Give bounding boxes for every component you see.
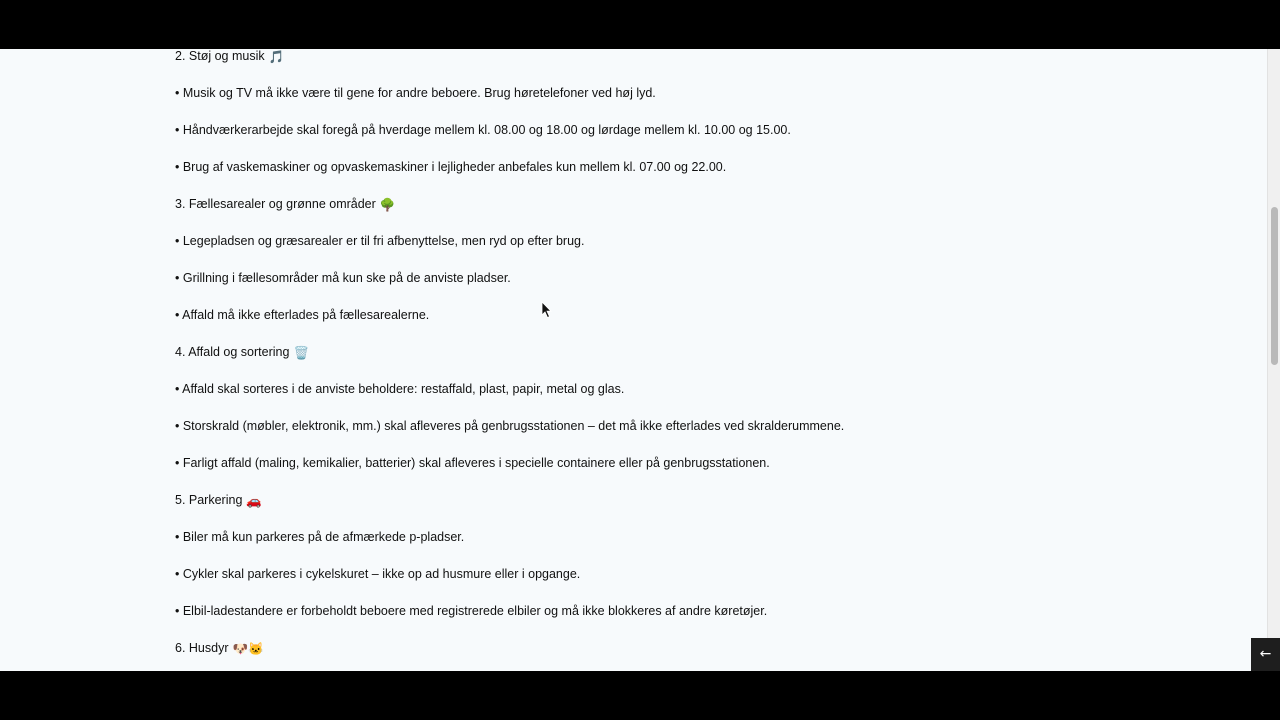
letterbox-top — [0, 0, 1280, 49]
line-text: • Elbil-ladestandere er forbeholdt beboere med registrerede elbiler og må ikke blokkeres af andre køretøjer. — [175, 604, 768, 618]
line-text: 5. Parkering — [175, 493, 243, 507]
line-text: • Biler må kun parkeres på de afmærkede p-pladser. — [175, 530, 465, 544]
line-text: • Legepladsen og græsarealer er til fri afbenyttelse, men ryd op efter brug. — [175, 234, 585, 248]
line-text: • Cykler skal parkeres i cykelskuret – ikke op ad husmure eller i opgange. — [175, 567, 581, 581]
list-item — [175, 567, 580, 581]
line-text: • Affald må ikke efterlades på fællesarealerne. — [175, 308, 430, 322]
car-icon: 🚗 — [246, 494, 262, 508]
letterbox-bottom — [0, 671, 1280, 720]
list-item — [175, 86, 656, 100]
section-heading-pets — [175, 641, 264, 655]
back-button[interactable] — [1251, 638, 1280, 671]
dog-cat-icon: 🐶🐱 — [232, 642, 264, 656]
line-text: • Håndværkerarbejde skal foregå på hverdage mellem kl. 08.00 og 18.00 og lørdage mellem kl. 10.00 og 15.00. — [175, 123, 791, 137]
list-item — [175, 419, 844, 433]
list-item — [175, 271, 511, 285]
list-item — [175, 160, 726, 174]
scrollbar-thumb[interactable] — [1271, 207, 1278, 365]
arrow-left-icon: ← — [1259, 646, 1272, 662]
music-note-icon: 🎵 — [268, 50, 285, 64]
list-item — [175, 234, 584, 248]
vertical-scrollbar[interactable] — [1267, 49, 1280, 671]
line-text: 6. Husdyr — [175, 641, 229, 655]
section-heading-waste — [175, 345, 309, 359]
line-text: • Storskrald (møbler, elektronik, mm.) skal afleveres på genbrugsstationen – det må ikke efterlades ved skralderummene. — [175, 419, 845, 433]
document-viewport[interactable] — [0, 49, 1280, 671]
line-text: • Farligt affald (maling, kemikalier, batterier) skal afleveres i specielle containere eller på genbrugsstationen. — [175, 456, 770, 470]
tree-icon: 🌳 — [379, 198, 396, 212]
line-text: 4. Affald og sortering — [175, 345, 290, 359]
line-text: • Brug af vaskemaskiner og opvaskemaskiner i lejligheder anbefales kun mellem kl. 07.00 og 22.00. — [175, 160, 727, 174]
section-heading-common-areas — [175, 197, 395, 211]
mouse-cursor-icon — [541, 301, 553, 319]
line-text: • Affald skal sorteres i de anviste beholdere: restaffald, plast, papir, metal og glas. — [175, 382, 625, 396]
line-text: • Grillning i fællesområder må kun ske på de anviste pladser. — [175, 271, 511, 285]
list-item — [175, 123, 791, 137]
list-item — [175, 604, 767, 618]
list-item — [175, 530, 464, 544]
trash-can-icon: 🗑️ — [293, 346, 310, 360]
line-text: 2. Støj og musik — [175, 49, 265, 63]
section-heading-parking — [175, 493, 262, 507]
line-text: • Musik og TV må ikke være til gene for andre beboere. Brug høretelefoner ved høj lyd. — [175, 86, 656, 100]
section-heading-noise — [175, 49, 284, 63]
list-item — [175, 456, 770, 470]
line-text: 3. Fællesarealer og grønne områder — [175, 197, 376, 211]
list-item — [175, 308, 429, 322]
list-item — [175, 382, 624, 396]
